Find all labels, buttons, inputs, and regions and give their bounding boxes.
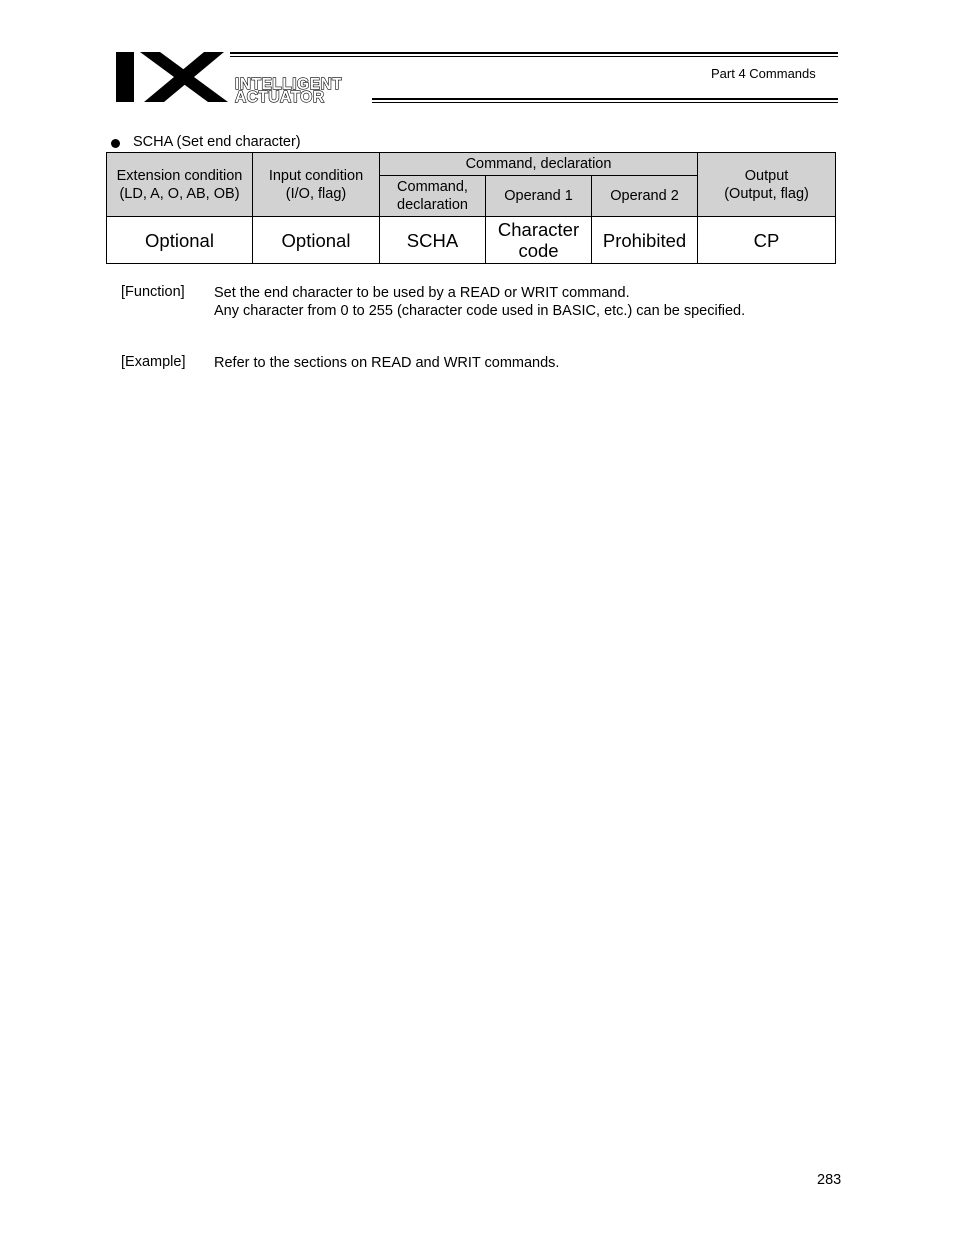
- header-section-label: Part 4 Commands: [711, 66, 816, 81]
- header-rule: [230, 56, 838, 57]
- header-rule: [230, 52, 838, 54]
- header-operand-2: Operand 2: [592, 176, 698, 217]
- cell-output: CP: [698, 217, 836, 264]
- section-title: SCHA (Set end character): [133, 134, 301, 150]
- ix-logo: [116, 52, 228, 102]
- function-line: Any character from 0 to 255 (character code used in BASIC, etc.) can be specified.: [214, 303, 746, 319]
- header-rule: [372, 98, 838, 100]
- command-spec-table: [106, 152, 836, 264]
- example-label: [Example]: [121, 354, 186, 370]
- cell-extension: Optional: [107, 217, 253, 264]
- cell-command: SCHA: [380, 217, 486, 264]
- example-text: Refer to the sections on READ and WRIT commands.: [214, 355, 560, 371]
- function-label: [Function]: [121, 284, 185, 300]
- function-line: Set the end character to be used by a READ or WRIT command.: [214, 285, 630, 301]
- header-input-condition: Input condition (I/O, flag): [253, 153, 380, 217]
- bullet-icon: [111, 139, 120, 148]
- page-number: 283: [817, 1172, 842, 1188]
- header-command: Command, declaration: [380, 176, 486, 217]
- cell-operand-1: Character code: [486, 217, 592, 264]
- brand-name-line2: ACTUATOR: [235, 89, 325, 106]
- function-text: [214, 284, 745, 320]
- header-command-group: Command, declaration: [380, 153, 698, 176]
- header-output: Output (Output, flag): [698, 153, 836, 217]
- brand-name-line1: INTELLIGENT: [235, 76, 343, 93]
- header-extension-condition: Extension condition (LD, A, O, AB, OB): [107, 153, 253, 217]
- cell-operand-2: Prohibited: [592, 217, 698, 264]
- cell-input: Optional: [253, 217, 380, 264]
- header-operand-1: Operand 1: [486, 176, 592, 217]
- header-rule: [372, 102, 838, 103]
- table-row: [107, 217, 836, 264]
